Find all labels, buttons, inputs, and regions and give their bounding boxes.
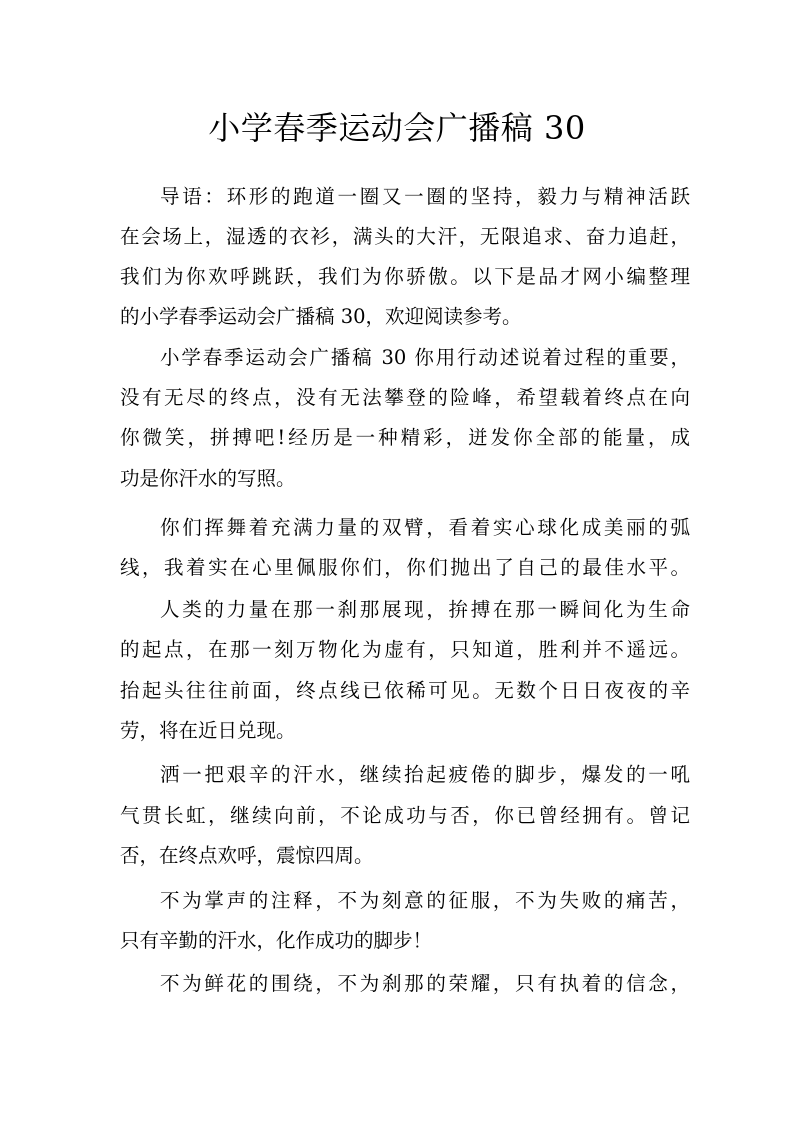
- text-line: 否，在终点欢呼，震惊四周。: [120, 844, 374, 867]
- text-line: 我们为你欢呼跳跃，我们为你骄傲。以下是品才网小编整理: [120, 265, 690, 288]
- text-line: 在会场上，湿透的衣衫，满头的大汗，无限追求、奋力追赶，: [120, 225, 690, 248]
- text-line: 劳，将在近日兑现。: [120, 719, 296, 742]
- text-line: 线，我着实在心里佩服你们，你们抛出了自己的最佳水平。: [120, 556, 690, 579]
- text-line: 没有无尽的终点，没有无法攀登的险峰，希望载着终点在向: [120, 386, 690, 409]
- text-line: 你微笑，拼搏吧!经历是一种精彩，迸发你全部的能量，成: [120, 426, 690, 449]
- text-line: 功是你汗水的写照。: [120, 467, 296, 490]
- text-line: 导语：环形的跑道一圈又一圈的坚持，毅力与精神活跃: [160, 185, 690, 208]
- text-line: 的小学春季运动会广播稿 30，欢迎阅读参考。: [120, 305, 522, 328]
- document-title: 小学春季运动会广播稿 30: [208, 109, 586, 147]
- text-line: 不为鲜花的围绕，不为刹那的荣耀，只有执着的信念，: [160, 972, 690, 995]
- text-line: 的起点，在那一刻万物化为虚有，只知道，胜利并不遥远。: [120, 638, 690, 661]
- text-line: 你们挥舞着充满力量的双臂，看着实心球化成美丽的弧: [160, 516, 690, 539]
- text-line: 气贯长虹，继续向前，不论成功与否，你已曾经拥有。曾记: [120, 804, 690, 827]
- text-line: 不为掌声的注释，不为刻意的征服，不为失败的痛苦，: [160, 889, 690, 912]
- text-line: 抬起头往往前面，终点线已依稀可见。无数个日日夜夜的辛: [120, 679, 690, 702]
- text-line: 小学春季运动会广播稿 30 你用行动述说着过程的重要，: [160, 346, 690, 369]
- text-line: 人类的力量在那一刹那展现，拚搏在那一瞬间化为生命: [160, 598, 690, 621]
- text-line: 洒一把艰辛的汗水，继续抬起疲倦的脚步，爆发的一吼: [160, 763, 690, 786]
- text-line: 只有辛勤的汗水，化作成功的脚步！: [120, 929, 433, 952]
